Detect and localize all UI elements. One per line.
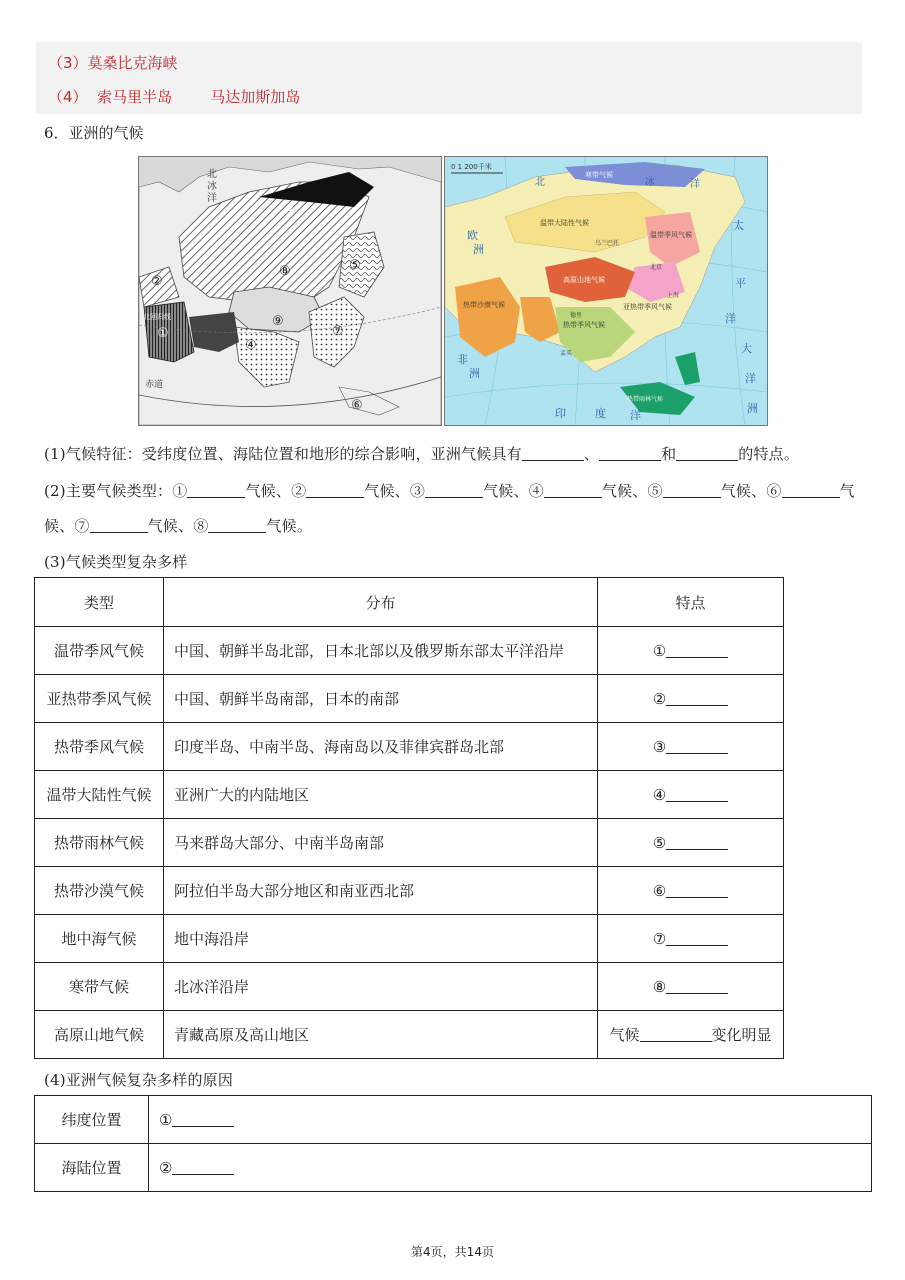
q2-line2-start: 候、⑦ <box>44 517 90 535</box>
map-right-label-ocean: 洋 <box>690 179 700 190</box>
row-type: 热带沙漠气候 <box>35 867 164 915</box>
feature-marker: ⑦ <box>652 929 667 948</box>
feature-blank[interactable] <box>640 1027 712 1042</box>
q2-climate-7: 气候 <box>147 517 179 535</box>
map-right-label-europe-1: 欧 <box>467 229 478 242</box>
map-right-city-mumbai: 孟买 <box>560 350 573 357</box>
row-type: 高原山地气候 <box>35 1011 164 1059</box>
row-feature[interactable] <box>598 675 784 723</box>
map-right-label-europe-2: 洲 <box>473 243 484 256</box>
q1-suffix: 的特点。 <box>738 445 800 463</box>
q2-climate-3: 气候 <box>483 482 514 500</box>
q1-sep-2: 和 <box>661 445 677 463</box>
feature-marker: ① <box>652 641 667 660</box>
q2-blank-7[interactable] <box>90 518 148 533</box>
map-right-zone-tropical-monsoon: 热带季风气候 <box>563 321 605 329</box>
map-right-zone-highland: 高原山地气候 <box>563 276 605 284</box>
map-right-label-africa-2: 洲 <box>469 367 480 380</box>
q2-marker-2: ② <box>291 482 307 500</box>
question-2-line-1 <box>44 480 855 501</box>
q2-blank-1[interactable] <box>187 483 245 498</box>
map-right-label-oceania-2: 洋 <box>745 372 756 385</box>
row-feature[interactable] <box>598 915 784 963</box>
q2-marker-3: ③ <box>409 482 426 500</box>
row-feature[interactable] <box>598 867 784 915</box>
map-right-label-north: 北 <box>535 177 545 188</box>
table-row <box>35 675 784 723</box>
header-type: 类型 <box>35 578 164 627</box>
row-distribution: 青藏高原及高山地区 <box>164 1011 598 1059</box>
map-right-city-delhi: 德里 <box>570 312 583 319</box>
q2-marker-6: ⑥ <box>766 482 782 500</box>
q2-climate-2: 气候 <box>364 482 395 500</box>
q1-blank-1[interactable] <box>522 446 584 461</box>
q2-blank-4[interactable] <box>544 483 602 498</box>
q2-blank-8[interactable] <box>208 518 266 533</box>
feature-suffix: 变化明显 <box>711 1026 772 1044</box>
q2-marker-8: ⑧ <box>193 517 209 535</box>
q2-comma-7: 、 <box>178 517 194 535</box>
row-type: 温带大陆性气候 <box>35 771 164 819</box>
map-right-label-pacific-3: 洋 <box>725 312 736 325</box>
map-right-label-pacific-2: 平 <box>735 277 746 290</box>
table-row <box>35 1096 872 1144</box>
table-row <box>35 627 784 675</box>
map-left-label-tropic: 北回归线 <box>143 313 171 321</box>
row-feature[interactable] <box>598 627 784 675</box>
q1-blank-2[interactable] <box>599 446 661 461</box>
row-distribution: 中国、朝鲜半岛南部，日本的南部 <box>164 675 598 723</box>
q2-comma-1: 、 <box>275 482 292 500</box>
map-left-marker-1: ① <box>157 326 169 341</box>
q2-comma-3: 、 <box>513 482 529 500</box>
row-distribution: 地中海沿岸 <box>164 915 598 963</box>
feature-prefix: 气候 <box>609 1026 640 1044</box>
row-type: 热带雨林气候 <box>35 819 164 867</box>
q1-sep-1: 、 <box>583 445 600 463</box>
feature-blank[interactable] <box>666 979 728 994</box>
question-4-title: (4)亚洲气候复杂多样的原因 <box>44 1071 234 1089</box>
map-right-city-ulaanbaatar: 乌兰巴托 <box>595 240 620 247</box>
q2-comma-4: 、 <box>632 482 648 500</box>
q2-blank-2[interactable] <box>306 483 364 498</box>
row-distribution: 阿拉伯半岛大部分地区和南亚西北部 <box>164 867 598 915</box>
reasons-table <box>34 1095 872 1192</box>
map-right-zone-temperate-continental: 温带大陆性气候 <box>540 219 589 227</box>
table-row <box>35 1011 784 1059</box>
map-right-city-shanghai: 上海 <box>667 292 680 299</box>
row-value[interactable] <box>149 1144 872 1192</box>
map-right-label-oceania-1: 大 <box>741 342 752 355</box>
climate-zone-map-left <box>138 156 442 426</box>
map-right-label-indian-2: 度 <box>595 407 606 420</box>
map-right-label-indian-3: 洋 <box>630 409 641 422</box>
table-row <box>35 819 784 867</box>
climate-types-table <box>34 577 784 1059</box>
map-right-label-pacific-1: 太 <box>733 219 744 232</box>
answer-panel <box>36 42 862 114</box>
feature-blank[interactable] <box>666 835 728 850</box>
row-feature[interactable] <box>598 723 784 771</box>
map-right-label-indian-1: 印 <box>555 407 566 420</box>
answer-line-4: （4） 索马里半岛 马达加斯加岛 <box>48 88 301 106</box>
feature-marker: ⑥ <box>652 881 667 900</box>
table-row <box>35 771 784 819</box>
map-left-label-north: 北 <box>207 169 217 180</box>
map-left-marker-3: ③ <box>284 204 295 218</box>
q2-marker-5: ⑤ <box>647 482 663 500</box>
value-blank[interactable] <box>172 1160 234 1175</box>
value-marker: ② <box>159 1158 173 1177</box>
map-left-marker-5: ⑤ <box>349 258 361 273</box>
map-left-marker-8: ⑧ <box>279 264 291 279</box>
feature-marker: ② <box>652 689 667 708</box>
map-left-label-equator: 赤道 <box>145 380 164 390</box>
question-2-line-2 <box>44 515 312 536</box>
map-left-label-ocean: 洋 <box>207 193 217 204</box>
page-number: 第4页，共14页 <box>411 1245 494 1259</box>
feature-blank[interactable] <box>666 643 728 658</box>
header-feature: 特点 <box>598 578 784 627</box>
row-distribution: 北冰洋沿岸 <box>164 963 598 1011</box>
row-distribution: 马来群岛大部分、中南半岛南部 <box>164 819 598 867</box>
q2-prefix: (2)主要气候类型：① <box>44 482 188 500</box>
map-right-zone-polar: 寒带气候 <box>585 171 613 179</box>
feature-blank[interactable] <box>666 787 728 802</box>
table-row <box>35 867 784 915</box>
feature-marker: ③ <box>652 737 667 756</box>
map-left-marker-6: ⑥ <box>351 398 363 413</box>
row-type: 亚热带季风气候 <box>35 675 164 723</box>
row-type: 寒带气候 <box>35 963 164 1011</box>
row-type: 地中海气候 <box>35 915 164 963</box>
table-row <box>35 723 784 771</box>
header-distribution: 分布 <box>164 578 598 627</box>
map-right-city-beijing: 北京 <box>650 264 663 271</box>
map-left-marker-4: ④ <box>245 338 257 353</box>
feature-marker: ⑤ <box>652 833 667 852</box>
feature-marker: ⑧ <box>652 977 667 996</box>
feature-blank[interactable] <box>666 691 728 706</box>
table-row <box>35 963 784 1011</box>
table-row <box>35 915 784 963</box>
feature-blank[interactable] <box>666 883 728 898</box>
map-right-zone-subtropical-monsoon: 亚热带季风气候 <box>623 303 672 311</box>
map-right-zone-tropical-desert: 热带沙漠气候 <box>463 301 505 309</box>
q2-comma-2: 、 <box>394 482 410 500</box>
row-feature[interactable] <box>598 963 784 1011</box>
section-title: 6．亚洲的气候 <box>44 124 144 142</box>
feature-blank[interactable] <box>666 739 728 754</box>
value-blank[interactable] <box>172 1112 234 1127</box>
map-right-zone-tropical-rainforest: 热带雨林气候 <box>627 396 664 403</box>
row-feature[interactable] <box>598 1011 784 1059</box>
q1-prefix: (1)气候特征：受纬度位置、海陆位置和地形的综合影响，亚洲气候具有 <box>44 445 522 463</box>
answer-line-3: （3）莫桑比克海峡 <box>48 54 178 72</box>
map-left-marker-9: ⑨ <box>272 314 284 329</box>
row-distribution: 中国、朝鲜半岛北部，日本北部以及俄罗斯东部太平洋沿岸 <box>164 627 598 675</box>
question-1 <box>44 443 799 464</box>
map-left-marker-7: ⑦ <box>332 324 344 339</box>
q1-blank-3[interactable] <box>676 446 738 461</box>
row-distribution: 印度半岛、中南半岛、海南岛以及菲律宾群岛北部 <box>164 723 598 771</box>
q2-marker-4: ④ <box>528 482 544 500</box>
q2-comma-5: 、 <box>751 482 767 500</box>
map-left-marker-2: ② <box>151 274 163 289</box>
map-left-label-ice: 冰 <box>207 181 217 192</box>
value-marker: ① <box>159 1110 173 1129</box>
row-feature[interactable] <box>598 819 784 867</box>
feature-marker: ④ <box>652 785 667 804</box>
q2-blank-3[interactable] <box>425 483 483 498</box>
map-right-zone-temperate-monsoon: 温带季风气候 <box>650 231 692 239</box>
climate-zone-map-right <box>444 156 768 426</box>
q2-climate-5: 气候 <box>720 482 752 500</box>
map-right-label-ice: 冰 <box>645 177 655 188</box>
table-header-row <box>35 578 784 627</box>
row-value[interactable] <box>149 1096 872 1144</box>
q2-climate-4: 气候 <box>601 482 633 500</box>
row-type: 热带季风气候 <box>35 723 164 771</box>
row-distribution: 亚洲广大的内陆地区 <box>164 771 598 819</box>
feature-blank[interactable] <box>666 931 728 946</box>
q2-blank-6[interactable] <box>782 483 840 498</box>
q2-blank-5[interactable] <box>663 483 721 498</box>
q2-line1-end: 气 <box>839 482 855 500</box>
map-right-label-africa-1: 非 <box>457 353 468 366</box>
table-row <box>35 1144 872 1192</box>
question-3-title: (3)气候类型复杂多样 <box>44 553 188 571</box>
row-type: 温带季风气候 <box>35 627 164 675</box>
map-right-scale: 0 1 200千米 <box>451 163 492 171</box>
row-feature[interactable] <box>598 771 784 819</box>
q2-climate-1: 气候 <box>245 482 276 500</box>
q2-line2-end: 气候。 <box>266 517 313 535</box>
row-label: 纬度位置 <box>35 1096 149 1144</box>
map-right-label-oceania-3: 洲 <box>747 402 758 415</box>
row-label: 海陆位置 <box>35 1144 149 1192</box>
